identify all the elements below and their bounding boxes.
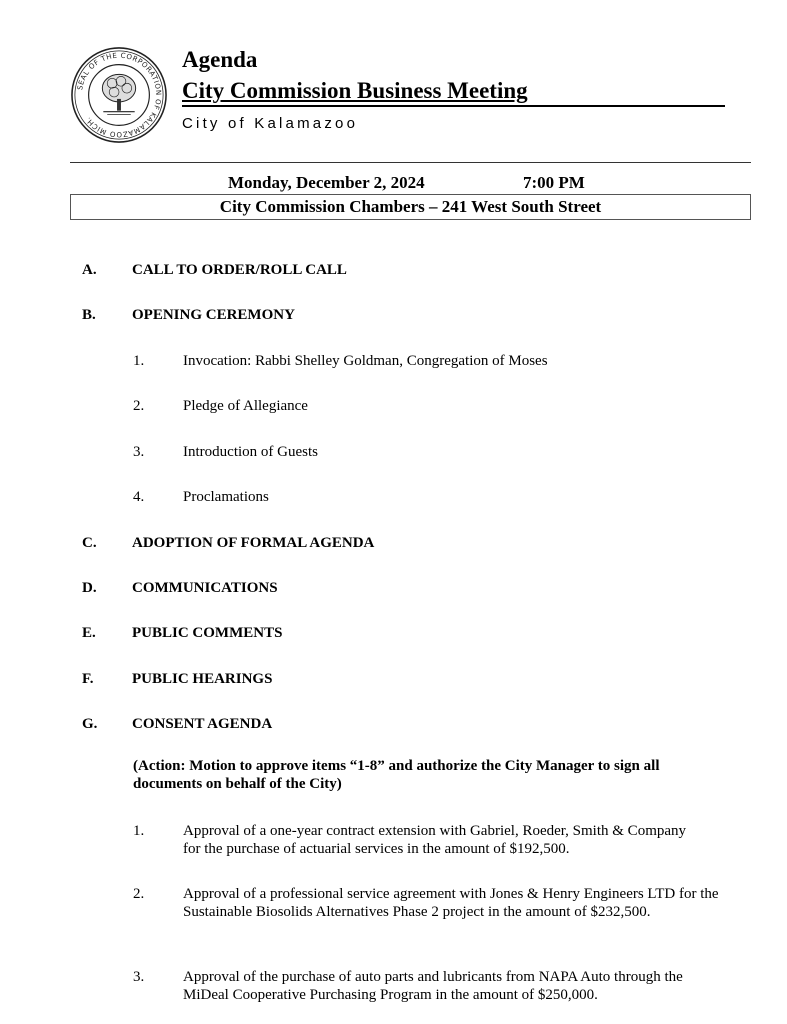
section-title: COMMUNICATIONS bbox=[132, 580, 278, 596]
section-title: PUBLIC HEARINGS bbox=[132, 671, 273, 687]
item-text: Proclamations bbox=[183, 489, 269, 505]
svg-text:SEAL OF THE CORPORATION OF KAL: SEAL OF THE CORPORATION OF KALAMAZOO MICH. bbox=[75, 50, 164, 140]
section-letter: B. bbox=[82, 307, 96, 323]
consent-agenda-action: (Action: Motion to approve items “1-8” and authorize the City Manager to sign all documents on behalf of the City) bbox=[133, 758, 660, 792]
agenda-title: Agenda bbox=[182, 47, 258, 72]
item-text: Invocation: Rabbi Shelley Goldman, Congregation of Moses bbox=[183, 353, 548, 369]
section-title: ADOPTION OF FORMAL AGENDA bbox=[132, 535, 375, 551]
section-letter: F. bbox=[82, 671, 94, 687]
section-title: OPENING CEREMONY bbox=[132, 307, 295, 323]
item-number: 2. bbox=[133, 886, 145, 902]
item-number: 2. bbox=[133, 398, 145, 414]
item-number: 1. bbox=[133, 353, 145, 369]
section-title: CONSENT AGENDA bbox=[132, 716, 273, 732]
meeting-time: 7:00 PM bbox=[523, 173, 585, 192]
item-text: Approval of a one-year contract extension with Gabriel, Roeder, Smith & Company for the purchase of actuarial services in the amount of $192,500. bbox=[183, 823, 687, 857]
item-text: Pledge of Allegiance bbox=[183, 398, 308, 414]
city-seal-logo bbox=[70, 46, 168, 144]
section-letter: E. bbox=[82, 625, 96, 641]
section-letter: C. bbox=[82, 535, 97, 551]
section-title: CALL TO ORDER/ROLL CALL bbox=[132, 262, 347, 278]
meeting-type-heading: City Commission Business Meeting bbox=[182, 77, 725, 107]
item-number: 1. bbox=[133, 823, 145, 839]
section-letter: D. bbox=[82, 580, 97, 596]
city-name: City of Kalamazoo bbox=[182, 115, 359, 132]
header-divider bbox=[70, 162, 751, 163]
item-number: 3. bbox=[133, 444, 145, 460]
item-text: Approval of a professional service agreement with Jones & Henry Engineers LTD for the Sustainable Biosolids Alternatives Phase 2 project in the amount of $232,500. bbox=[183, 886, 719, 920]
item-number: 3. bbox=[133, 969, 145, 985]
meeting-location: City Commission Chambers – 241 West South Street bbox=[70, 194, 751, 220]
section-title: PUBLIC COMMENTS bbox=[132, 625, 283, 641]
item-number: 4. bbox=[133, 489, 145, 505]
section-letter: A. bbox=[82, 262, 97, 278]
meeting-date: Monday, December 2, 2024 bbox=[228, 173, 425, 192]
section-letter: G. bbox=[82, 716, 98, 732]
item-text: Introduction of Guests bbox=[183, 444, 318, 460]
item-text: Approval of the purchase of auto parts and lubricants from NAPA Auto through the MiDeal Cooperative Purchasing Program in the amount of $250,000. bbox=[183, 969, 683, 1003]
